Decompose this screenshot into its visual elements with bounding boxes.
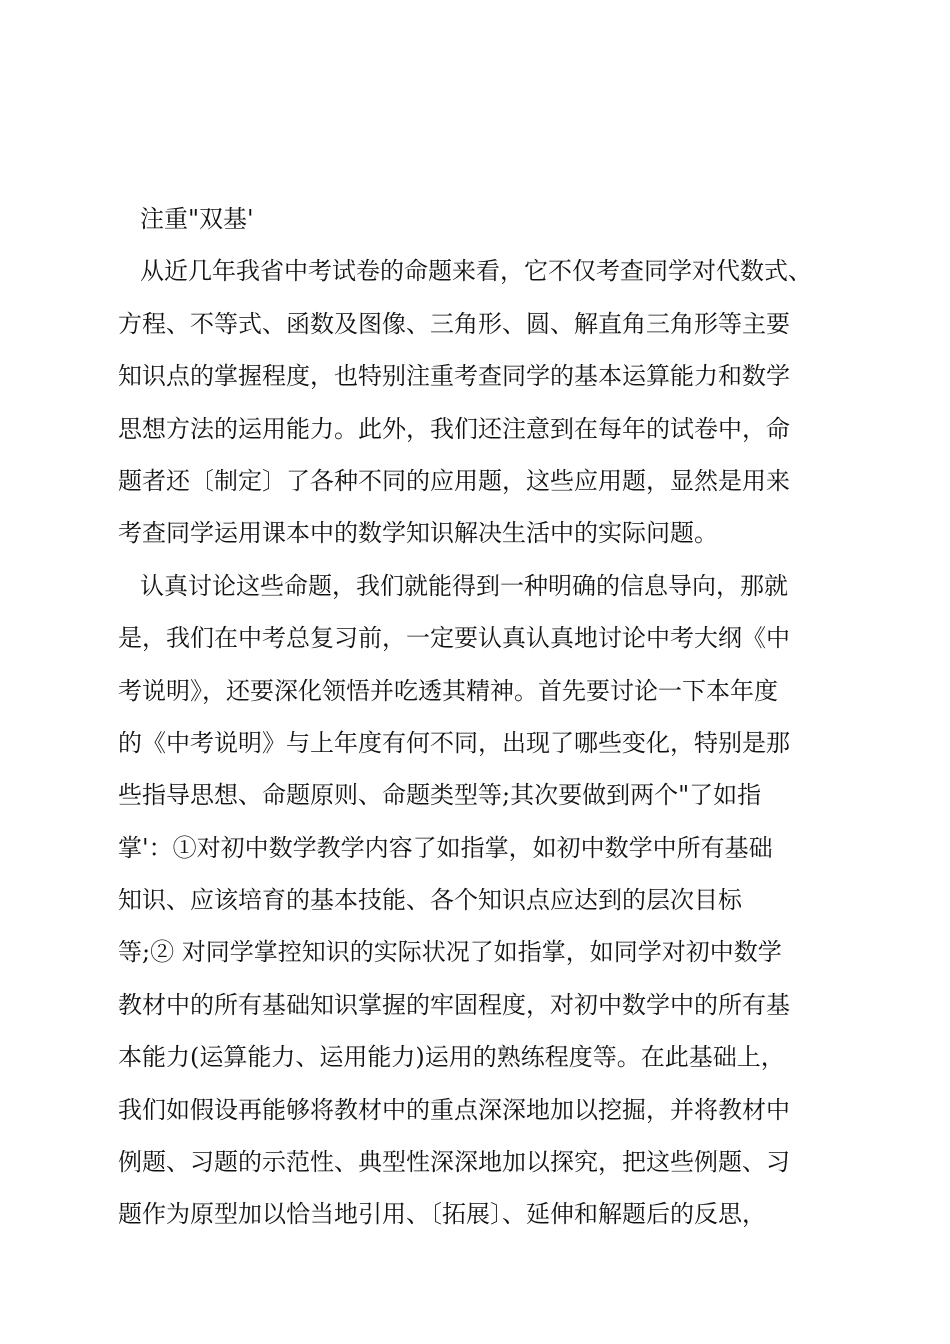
paragraph-1-line-2: 方程、不等式、函数及图像、三角形、圆、解直角三角形等主要 [118,309,790,338]
paragraph-2-line-1: 认真讨论这些命题，我们就能得到一种明确的信息导向，那就 [140,571,788,600]
paragraph-2-line-5: 些指导思想、命题原则、命题类型等;其次要做到两个"了如指 [118,781,762,810]
paragraph-2-line-12: 例题、习题的示范性、典型性深深地加以探究，把这些例题、习 [118,1148,790,1177]
paragraph-2-line-13: 题作为原型加以恰当地引用、〔拓展〕、延伸和解题后的反思， [118,1200,766,1229]
paragraph-1-line-3: 知识点的掌握程度，也特别注重考查同学的基本运算能力和数学 [118,362,790,391]
paragraph-2-line-10: 本能力(运算能力、运用能力)运用的熟练程度等。在此基础上， [118,1043,785,1072]
paragraph-2-line-8: 等;② 对同学掌控知识的实际状况了如指掌，如同学对初中数学 [118,938,782,967]
section-heading: 注重"双基' [140,205,254,233]
paragraph-1-line-5: 题者还〔制定〕了各种不同的应用题，这些应用题，显然是用来 [118,466,790,495]
paragraph-1-line-6: 考查同学运用课本中的数学知识解决生活中的实际问题。 [118,519,718,548]
paragraph-2-line-7: 知识、应该培育的基本技能、各个知识点应达到的层次目标 [118,886,742,915]
paragraph-1-line-1: 从近几年我省中考试卷的命题来看，它不仅考查同学对代数式、 [140,257,812,286]
paragraph-2-line-6: 掌'：①对初中数学教学内容了如指掌，如初中数学中所有基础 [118,833,773,862]
paragraph-2-line-2: 是，我们在中考总复习前，一定要认真认真地讨论中考大纲《中 [118,624,790,653]
paragraph-2-line-4: 的《中考说明》与上年度有何不同，出现了哪些变化，特别是那 [118,728,790,757]
paragraph-2-line-9: 教材中的所有基础知识掌握的牢固程度，对初中数学中的所有基 [118,990,790,1019]
paragraph-1-line-4: 思想方法的运用能力。此外，我们还注意到在每年的试卷中，命 [118,414,790,443]
document-body [118,193,838,1241]
paragraph-2-line-11: 我们如假设再能够将教材中的重点深深地加以挖掘，并将教材中 [118,1095,790,1124]
paragraph-2-line-3: 考说明》，还要深化领悟并吃透其精神。首先要讨论一下本年度 [118,676,778,705]
